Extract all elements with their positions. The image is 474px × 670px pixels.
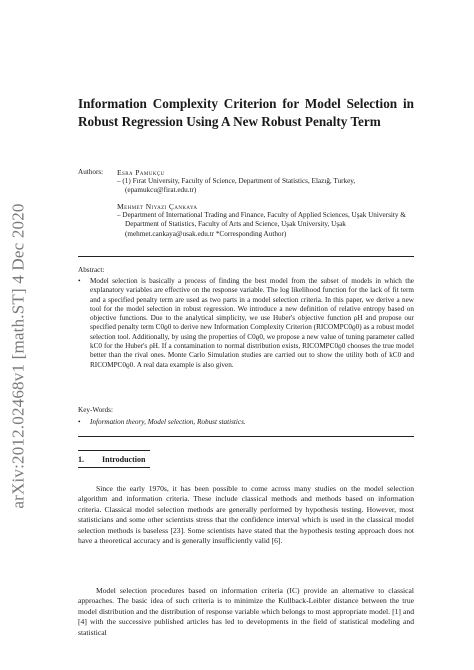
author-block-2 [117,202,417,239]
abstract-top-rule [78,256,414,257]
affiliation-line: – Department of International Trading and Finance, Faculty of Applied Sciences, Uşak University & [117,211,406,220]
arxiv-side-stamp [6,178,32,534]
affiliation-line: – (1) Fırat University, Faculty of Science, Department of Statistics, Elazığ, Turkey, [117,177,356,186]
affiliation-email: (epamukcu@firat.edu.tr) [125,186,197,195]
section-top-rule [78,450,150,451]
section-title: Introduction [102,455,146,464]
affiliation-line: Department of Statistics, Faculty of Arts and Science, Uşak University, Uşak [125,220,346,229]
authors-label: Authors: [78,168,104,176]
affiliation-email: (mehmet.cankaya@usak.edu.tr *Corresponding Author) [125,229,287,238]
abstract-text: Model selection is basically a process of finding the best model from the subset of models in which the explanatory variables are effective on the response variable. The log likelihood function for the lack of fit term and a specified penalty term are used as two parts in a model selection criteria. In this paper, we derive a new tool for the model selection in robust regression. We introduce a new definition of relative entropy based on objective functions. Due to the analytical simplicity, we use Huber's objective function ρH and propose our specified penalty term C0ϱ0 to derive new Information Complexity Criterion (RICOMPC0ϱ0) as a robust model selection tool. Additionally, by using the properties of C0ϱ0, we propose a new value of tuning parameter called kC0 for the Huber's ρH. If a contamination to normal distribution exists, RICOMPC0ϱ0 chooses the true model better than the rival ones. Monte Carlo Simulation studies are carried out to show the utility both of kC0 and RICOMPC0ϱ0. A real data example is also given. [90,277,414,369]
section-number: 1. [78,455,84,464]
bullet-marker: • [78,277,81,285]
body-paragraph-1: Since the early 1970s, it has been possible to come across many studies on the model selection algorithm and information criteria. These include classical methods and methods based on information criteria. Classical model selection methods are generally performed by hypothesis testing. However, most statisticians and some other scientists stress that the confidence interval which is used in the classical model selection methods is baseless [23]. Some scientists have stated that the hypothesis testing approach does not have a theoretical accuracy and is generally insufficiently valid [6]. [78,484,414,546]
keywords-label: Key-Words: [78,406,113,414]
bullet-marker: • [78,418,81,426]
section-bottom-rule [78,467,150,468]
keywords-bottom-rule [78,436,414,437]
abstract-label: Abstract: [78,266,105,274]
section-heading [78,455,145,464]
keywords-item [78,418,414,427]
paper-title: Information Complexity Criterion for Model Selection in Robust Regression Using A New Robust Penalty Term [78,96,414,129]
author-name: Mehmet Niyazi Çankaya [117,202,198,211]
abstract-item [78,277,414,370]
body-paragraph-2: Model selection procedures based on information criteria (IC) provide an alternative to classical approaches. The basic idea of such criteria is to minimize the Kullback-Leibler distance between the true model distribution and the distribution of response variable which belongs to most appropriate model. [1] and [4] with the successive published articles has led to developments in the field of statistical modeling and statistical [78,586,414,637]
author-name: Esra Pamukçu [117,168,165,177]
author-block-1 [117,168,417,196]
arxiv-identifier: arXiv:2012.02468v1 [math.ST] 4 Dec 2020 [9,203,29,509]
keywords-text: Information theory, Model selection, Robust statistics. [90,418,246,426]
